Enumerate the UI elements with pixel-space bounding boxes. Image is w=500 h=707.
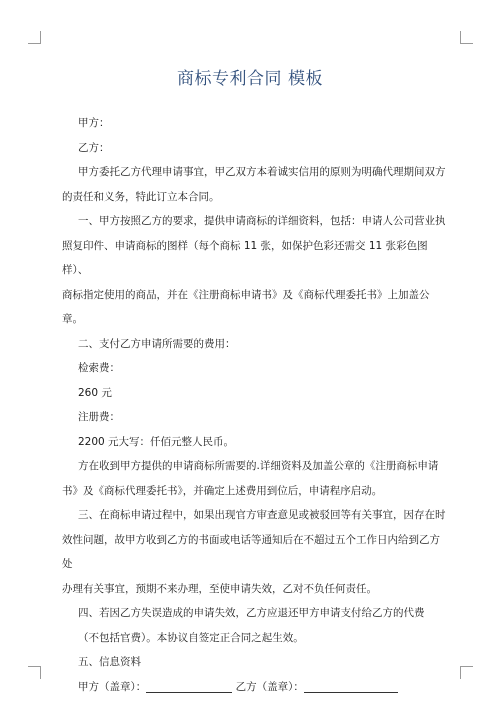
clause-4-line-1: 四、若因乙方失误造成的申请失效，乙方应退还甲方申请支付给乙方的代费 (78, 607, 425, 619)
intro-line-2: 的责任和义务，特此订立本合同。 (62, 190, 220, 203)
clause-3-line-2: 效性问题，故甲方收到乙方的书面或电话等通知后在不超过五个工作日内给到乙方处 (62, 533, 440, 570)
clause-4-line-2: （不包括官费）。本协议自签定正合同之起生效。 (78, 631, 304, 644)
document-body (62, 111, 447, 699)
clause-3-line-1: 三、在商标申请过程中，如果出现官方审查意见或被驳回等有关事宜，因存在时 (78, 509, 446, 521)
party-b-line: 乙方： (78, 141, 110, 154)
clause-2b-line-2: 书》及《商标代理委托书》，并确定上述费用到位后，申请程序启动。 (62, 484, 383, 497)
corner-mark-bottom-left (28, 666, 41, 679)
clause-1-line-1: 一、甲方按照乙方的要求，提供申请商标的详细资料，包括：申请人公司营业执 (78, 215, 446, 227)
search-fee-value: 260 元 (78, 386, 112, 399)
corner-mark-top-right (460, 31, 473, 44)
clause-2-line: 二、支付乙方申请所需要的费用： (78, 337, 236, 350)
party-a-seal-blank (146, 678, 232, 693)
signature-line (62, 675, 447, 700)
party-a-seal-label: 甲方（盖章）： (78, 680, 147, 693)
party-b-seal-label: 乙方（盖章）： (235, 680, 304, 693)
party-b-seal-blank (304, 678, 398, 693)
corner-mark-bottom-right (460, 666, 473, 679)
clause-5-line: 五、信息资料 (78, 656, 141, 668)
registration-fee-label: 注册费： (78, 411, 120, 423)
clause-3-line-3: 办理有关事宜，预期不来办理，至使申请失效，乙对不负任何责任。 (62, 582, 377, 595)
registration-fee-value: 2200 元大写：仟佰元整人民币。 (78, 435, 235, 448)
corner-mark-top-left (28, 31, 41, 44)
clause-1-line-3: 商标指定使用的商品，并在《注册商标申请书》及《商标代理委托书》上加盖公章。 (62, 288, 430, 325)
document-title: 商标专利合同 模板 (177, 69, 323, 89)
party-a-line: 甲方： (78, 117, 110, 129)
search-fee-label: 检索费： (78, 362, 120, 374)
clause-2b-line-1: 方在收到甲方提供的申请商标所需要的.详细资料及加盖公章的《注册商标申请 (78, 460, 439, 472)
clause-1-line-2: 照复印件、申请商标的图样（每个商标 11 张，如保护色彩还需交 11 张彩色图样）、 (62, 239, 428, 276)
intro-line-1: 甲方委托乙方代理申请事宜，甲乙双方本着诚实信用的原则为明确代理期间双方 (78, 166, 446, 178)
